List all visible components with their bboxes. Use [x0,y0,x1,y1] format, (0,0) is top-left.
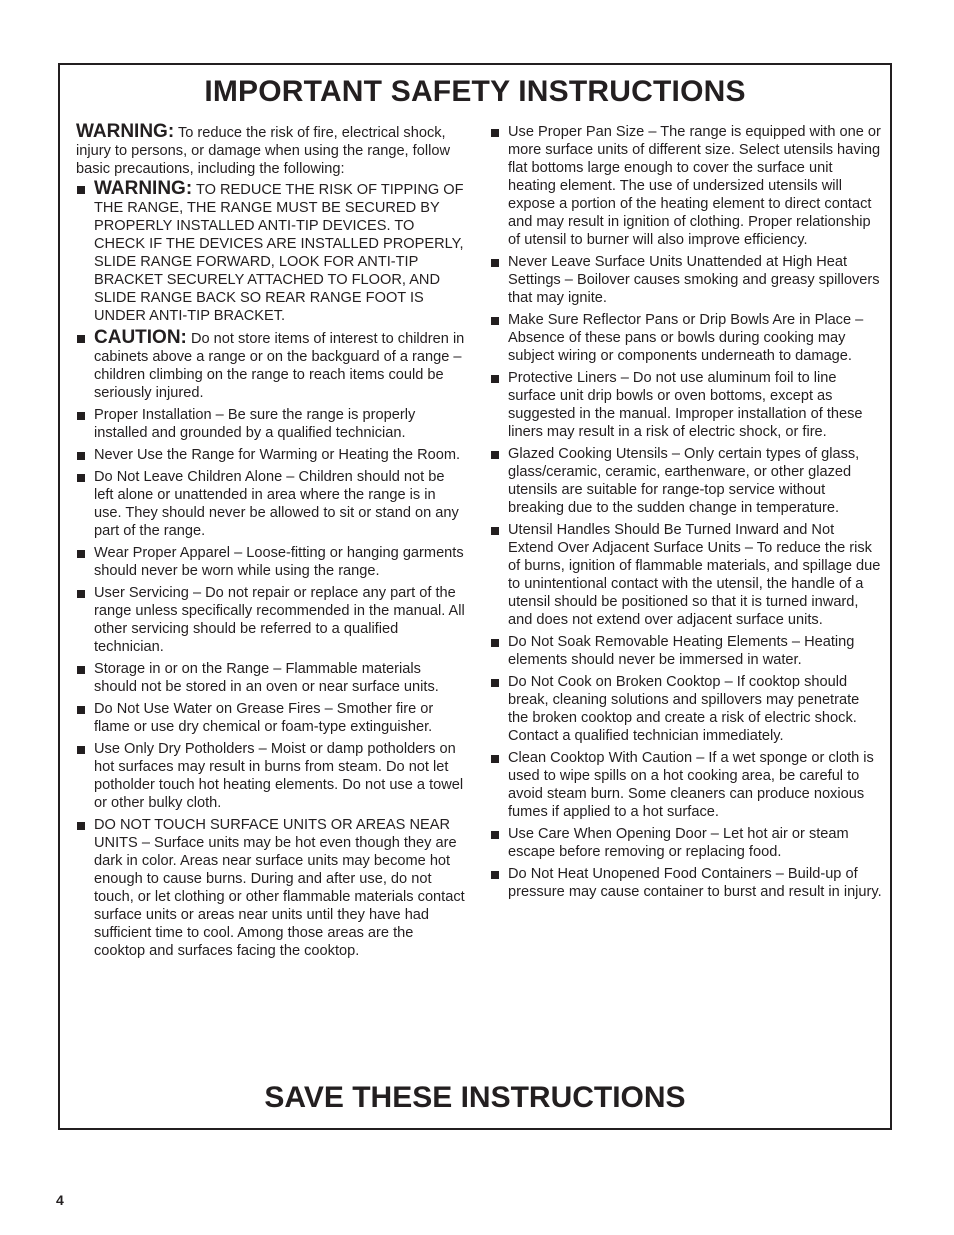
list-item [76,468,466,540]
list-item [490,369,882,441]
item-text: Proper Installation – Be sure the range is properly installed and grounded by a qualified technician. [94,407,416,441]
item-lead-label: WARNING: [94,178,193,199]
square-bullet-icon [491,451,499,459]
item-text: Wear Proper Apparel – Loose-fitting or hanging garments should never be worn while using the range. [94,545,464,579]
intro-paragraph [76,123,466,178]
square-bullet-icon [491,375,499,383]
square-bullet-icon [491,871,499,879]
square-bullet-icon [491,679,499,687]
list-item [76,660,466,696]
page-number: 4 [56,1192,64,1208]
list-item [490,633,882,669]
list-item [76,584,466,656]
square-bullet-icon [491,755,499,763]
item-text: Make Sure Reflector Pans or Drip Bowls Are in Place – Absence of these pans or bowls during cooking may subject wiring or components underneath to damage. [508,312,864,364]
square-bullet-icon [491,527,499,535]
item-text: Use Proper Pan Size – The range is equipped with one or more surface units of different size. Select utensils having flat bottoms large enough to cover the surface unit heating element. The use of undersized utensils will expose a portion of the heating element to direct contact and may result in ignition of clothing. Proper relationship of utensil to burner will also improve efficiency. [508,124,881,248]
square-bullet-icon [491,639,499,647]
page-title: IMPORTANT SAFETY INSTRUCTIONS [204,75,746,108]
item-text: Do Not Soak Removable Heating Elements – Heating elements should never be immersed in water. [508,634,855,668]
item-text: Do Not Heat Unopened Food Containers – Build-up of pressure may cause container to burst and result in injury. [508,866,882,900]
item-text: Use Only Dry Potholders – Moist or damp potholders on hot surfaces may result in burns from steam. Do not let potholder touch hot heating elements. Do not use a towel or other bulky cloth. [94,741,464,811]
list-item [76,544,466,580]
item-text: TO REDUCE THE RISK OF TIPPING OF THE RANGE, THE RANGE MUST BE SECURED BY PROPERLY INSTALLED ANTI-TIP DEVICES. TO CHECK IF THE DEVICES ARE INSTALLED PROPERLY, SLIDE RANGE FORWARD, LOOK FOR ANTI-TIP BRACKET SECURELY ATTACHED TO FLOOR, AND SLIDE RANGE BACK SO REAR RANGE FOOT IS UNDER ANTI-TIP BRACKET. [94,182,464,324]
item-text: Protective Liners – Do not use aluminum foil to line surface unit drip bowls or oven bottoms, except as suggested in the manual. Improper installation of these liners may result in a risk of electric shock, or fire. [508,370,863,440]
list-item [76,180,466,325]
square-bullet-icon [77,412,85,420]
list-item [76,816,466,960]
item-text: Use Care When Opening Door – Let hot air or steam escape before removing or replacing food. [508,826,849,860]
list-item [490,253,882,307]
square-bullet-icon [77,666,85,674]
square-bullet-icon [77,746,85,754]
list-item [490,311,882,365]
safety-box [58,63,892,1130]
square-bullet-icon [77,452,85,460]
list-item [490,749,882,821]
square-bullet-icon [77,474,85,482]
item-text: Do not store items of interest to children in cabinets above a range or on the backguard of a range – children climbing on the range to reach items could be seriously injured. [94,331,465,401]
item-text: Do Not Cook on Broken Cooktop – If cooktop should break, cleaning solutions and spillovers may penetrate the broken cooktop and create a risk of electric shock. Contact a qualified technician immediately. [508,674,860,744]
left-column [76,123,466,964]
item-text: Utensil Handles Should Be Turned Inward and Not Extend Over Adjacent Surface Units – To reduce the risk of burns, ignition of flammable materials, and spillage due to unintentional contact with the utensil, the handle of a utensil should be positioned so that it is turned inward, and does not extend over adjacent surface units. [508,522,881,628]
save-instructions-title: SAVE THESE INSTRUCTIONS [264,1081,686,1114]
square-bullet-icon [491,129,499,137]
list-item [490,123,882,249]
list-item [490,521,882,629]
list-item [76,446,466,464]
list-item [490,865,882,901]
square-bullet-icon [77,590,85,598]
list-item [76,406,466,442]
item-text: DO NOT TOUCH SURFACE UNITS OR AREAS NEAR UNITS – Surface units may be hot even though they are dark in color. Areas near surface units may become hot enough to cause burns. During and after use, do not touch, or let clothing or other flammable materials contact surface units or areas near units until they have had sufficient time to cool. Among those areas are the cooktop and surfaces facing the cooktop. [94,817,465,959]
item-text: Storage in or on the Range – Flammable materials should not be stored in an oven or near surface units. [94,661,439,695]
item-text: User Servicing – Do not repair or replace any part of the range unless specifically recommended in the manual. All other servicing should be referred to a qualified technician. [94,585,465,655]
list-item [76,700,466,736]
item-lead-label: CAUTION: [94,327,187,348]
list-item [76,740,466,812]
square-bullet-icon [77,822,85,830]
square-bullet-icon [491,831,499,839]
right-instructions-list [490,123,882,901]
intro-warning-label: WARNING: [76,121,175,142]
intro-text: To reduce the risk of fire, electrical shock, injury to persons, or damage when using the range, follow basic precautions, including the following: [76,125,450,177]
list-item [490,673,882,745]
square-bullet-icon [77,335,85,343]
square-bullet-icon [77,186,85,194]
item-text: Never Leave Surface Units Unattended at High Heat Settings – Boilover causes smoking and greasy spillovers that may ignite. [508,254,880,306]
item-text: Glazed Cooking Utensils – Only certain types of glass, glass/ceramic, ceramic, earthenware, or other glazed utensils are suitable for range-top service without breaking due to the sudden change in temperature. [508,446,860,516]
square-bullet-icon [491,259,499,267]
right-column [490,123,882,905]
item-text: Do Not Leave Children Alone – Children should not be left alone or unattended in area where the range is in use. They should never be allowed to sit or stand on any part of the range. [94,469,459,539]
square-bullet-icon [491,317,499,325]
item-text: Clean Cooktop With Caution – If a wet sponge or cloth is used to wipe spills on a hot cooking area, be careful to avoid steam burn. Some cleaners can produce noxious fumes if applied to a hot surface. [508,750,874,820]
square-bullet-icon [77,550,85,558]
square-bullet-icon [77,706,85,714]
left-instructions-list [76,180,466,960]
item-text: Do Not Use Water on Grease Fires – Smother fire or flame or use dry chemical or foam-type extinguisher. [94,701,434,735]
list-item [490,445,882,517]
list-item [76,329,466,402]
item-text: Never Use the Range for Warming or Heating the Room. [94,447,461,463]
list-item [490,825,882,861]
